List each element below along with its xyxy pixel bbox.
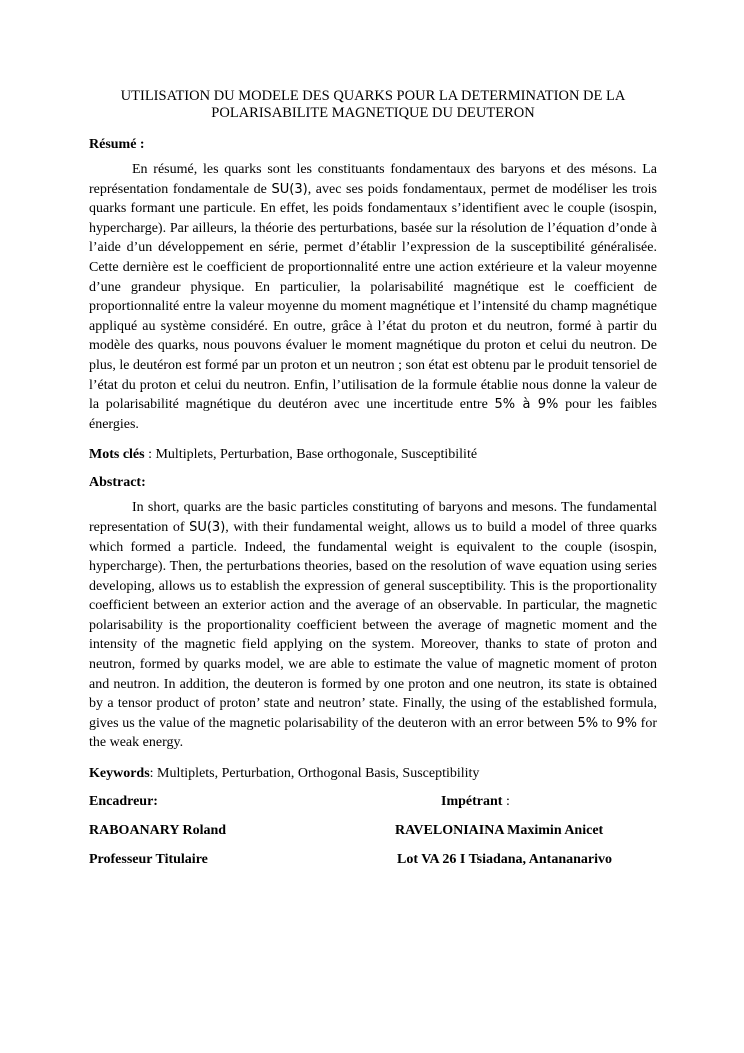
document-title (89, 88, 657, 122)
encadreur-title: Professeur Titulaire (89, 852, 208, 868)
resume-math-su3: SU(3) (271, 181, 308, 197)
abstract-heading: Abstract: (89, 475, 146, 491)
impetrant-colon: : (502, 794, 510, 810)
keywords-text: : Multiplets, Perturbation, Orthogonal Basis, Susceptibility (149, 766, 480, 782)
signature-row-labels (89, 793, 657, 811)
resume-math-percent: 5% à 9% (494, 397, 559, 413)
resume-text-3: pour les faibles énergies. (89, 397, 658, 432)
abstract-text-3: for the weak energy. (89, 715, 658, 751)
impetrant-address: Lot VA 26 I Tsiadana, Antananarivo (397, 852, 613, 868)
signature-row-details (89, 851, 657, 869)
encadreur-name: RABOANARY Roland (89, 823, 227, 839)
mots-cles-line (89, 446, 657, 464)
title-line-1: UTILISATION DU MODELE DES QUARKS POUR LA DETERMINATION DE LA (120, 88, 626, 104)
keywords-line (89, 765, 657, 783)
resume-paragraph (89, 160, 657, 434)
mots-cles-text: : Multiplets, Perturbation, Base orthogonale, Susceptibilité (144, 447, 478, 463)
abstract-text-1: In short, quarks are the basic particles constituting of baryons and mesons. The fundamental representation of (89, 500, 657, 535)
resume-text-1: En résumé, les quarks sont les constituants fondamentaux des baryons et des mésons. La représentation fondamentale de (89, 162, 657, 197)
mots-cles-label: Mots clés (89, 447, 145, 463)
resume-heading: Résumé : (89, 137, 145, 152)
impetrant-label: Impétrant (441, 794, 503, 810)
abstract-math-su3: SU(3) (189, 519, 226, 535)
signature-row-names (89, 822, 657, 840)
encadreur-label: Encadreur: (89, 794, 158, 810)
resume-text-2: , avec ses poids fondamentaux, permet de modéliser les trois quarks formant une particule. En effet, les poids fondamentaux s’identifient avec le couple (isospin, hypercharge). Par ailleurs, la théorie des perturbations, basée sur la résolution de l’équation d’onde à l’aide d’un développement en série, permet d’établir l’expression de la susceptibilité généralisée. Cette dernière est le coefficient de proportionnalité entre une action extérieure et la valeur moyenne d’une grandeur physique. En particulier, la polarisabilité magnétique est le coefficient de proportionnalité entre la valeur moyenne du moment magnétique et l’intensité du champ magnétique appliqué au système considéré. En outre, grâce à l’état du proton et du neutron, formé à partir du modèle des quarks, nous pouvons évaluer le moment magnétique du proton et celui du neutron. De plus, le deutéron est formé par un proton et un neutron ; son état est obtenu par le produit tensoriel de l’état du proton et celui du neutron. Enfin, l’utilisation de la formule établie nous donne la valeur de la polarisabilité magnétique du deutéron avec une incertitude entre (89, 181, 657, 413)
impetrant-label-wrap (441, 793, 510, 811)
title-line-2: POLARISABILITE MAGNETIQUE DU DEUTERON (211, 105, 535, 121)
abstract-text-to: to (598, 715, 617, 731)
keywords-label: Keywords (89, 766, 150, 782)
abstract-math-9pct: 9% (616, 715, 637, 731)
impetrant-name: RAVELONIAINA Maximin Anicet (395, 823, 604, 839)
abstract-text-2: , with their fundamental weight, allows us to build a model of three quarks which formed a particle. Indeed, the fundamental weight is equivalent to the couple (isospin, hypercharge). Then, the perturbations theories, based on the resolution of wave equation using series developing, allows us to establish the expression of general susceptibility. This is the proportionality coefficient between an exterior action and the average of an observable. In particular, the magnetic polarisability is the proportionality coefficient between the average of magnetic moment and the intensity of the magnetic field applying on the system. Moreover, thanks to state of proton and neutron, formed by quarks model, we are able to estimate the value of magnetic moment of proton and neutron. In addition, the deuteron is formed by one proton and one neutron, its state is obtained by a tensor product of proton’ state and neutron’ state. Finally, the using of the established formula, gives us the value of the magnetic polarisability of the deuteron with an error between (89, 519, 657, 731)
abstract-math-5pct: 5% (577, 715, 599, 731)
abstract-paragraph (89, 498, 657, 753)
document-page (89, 88, 657, 880)
